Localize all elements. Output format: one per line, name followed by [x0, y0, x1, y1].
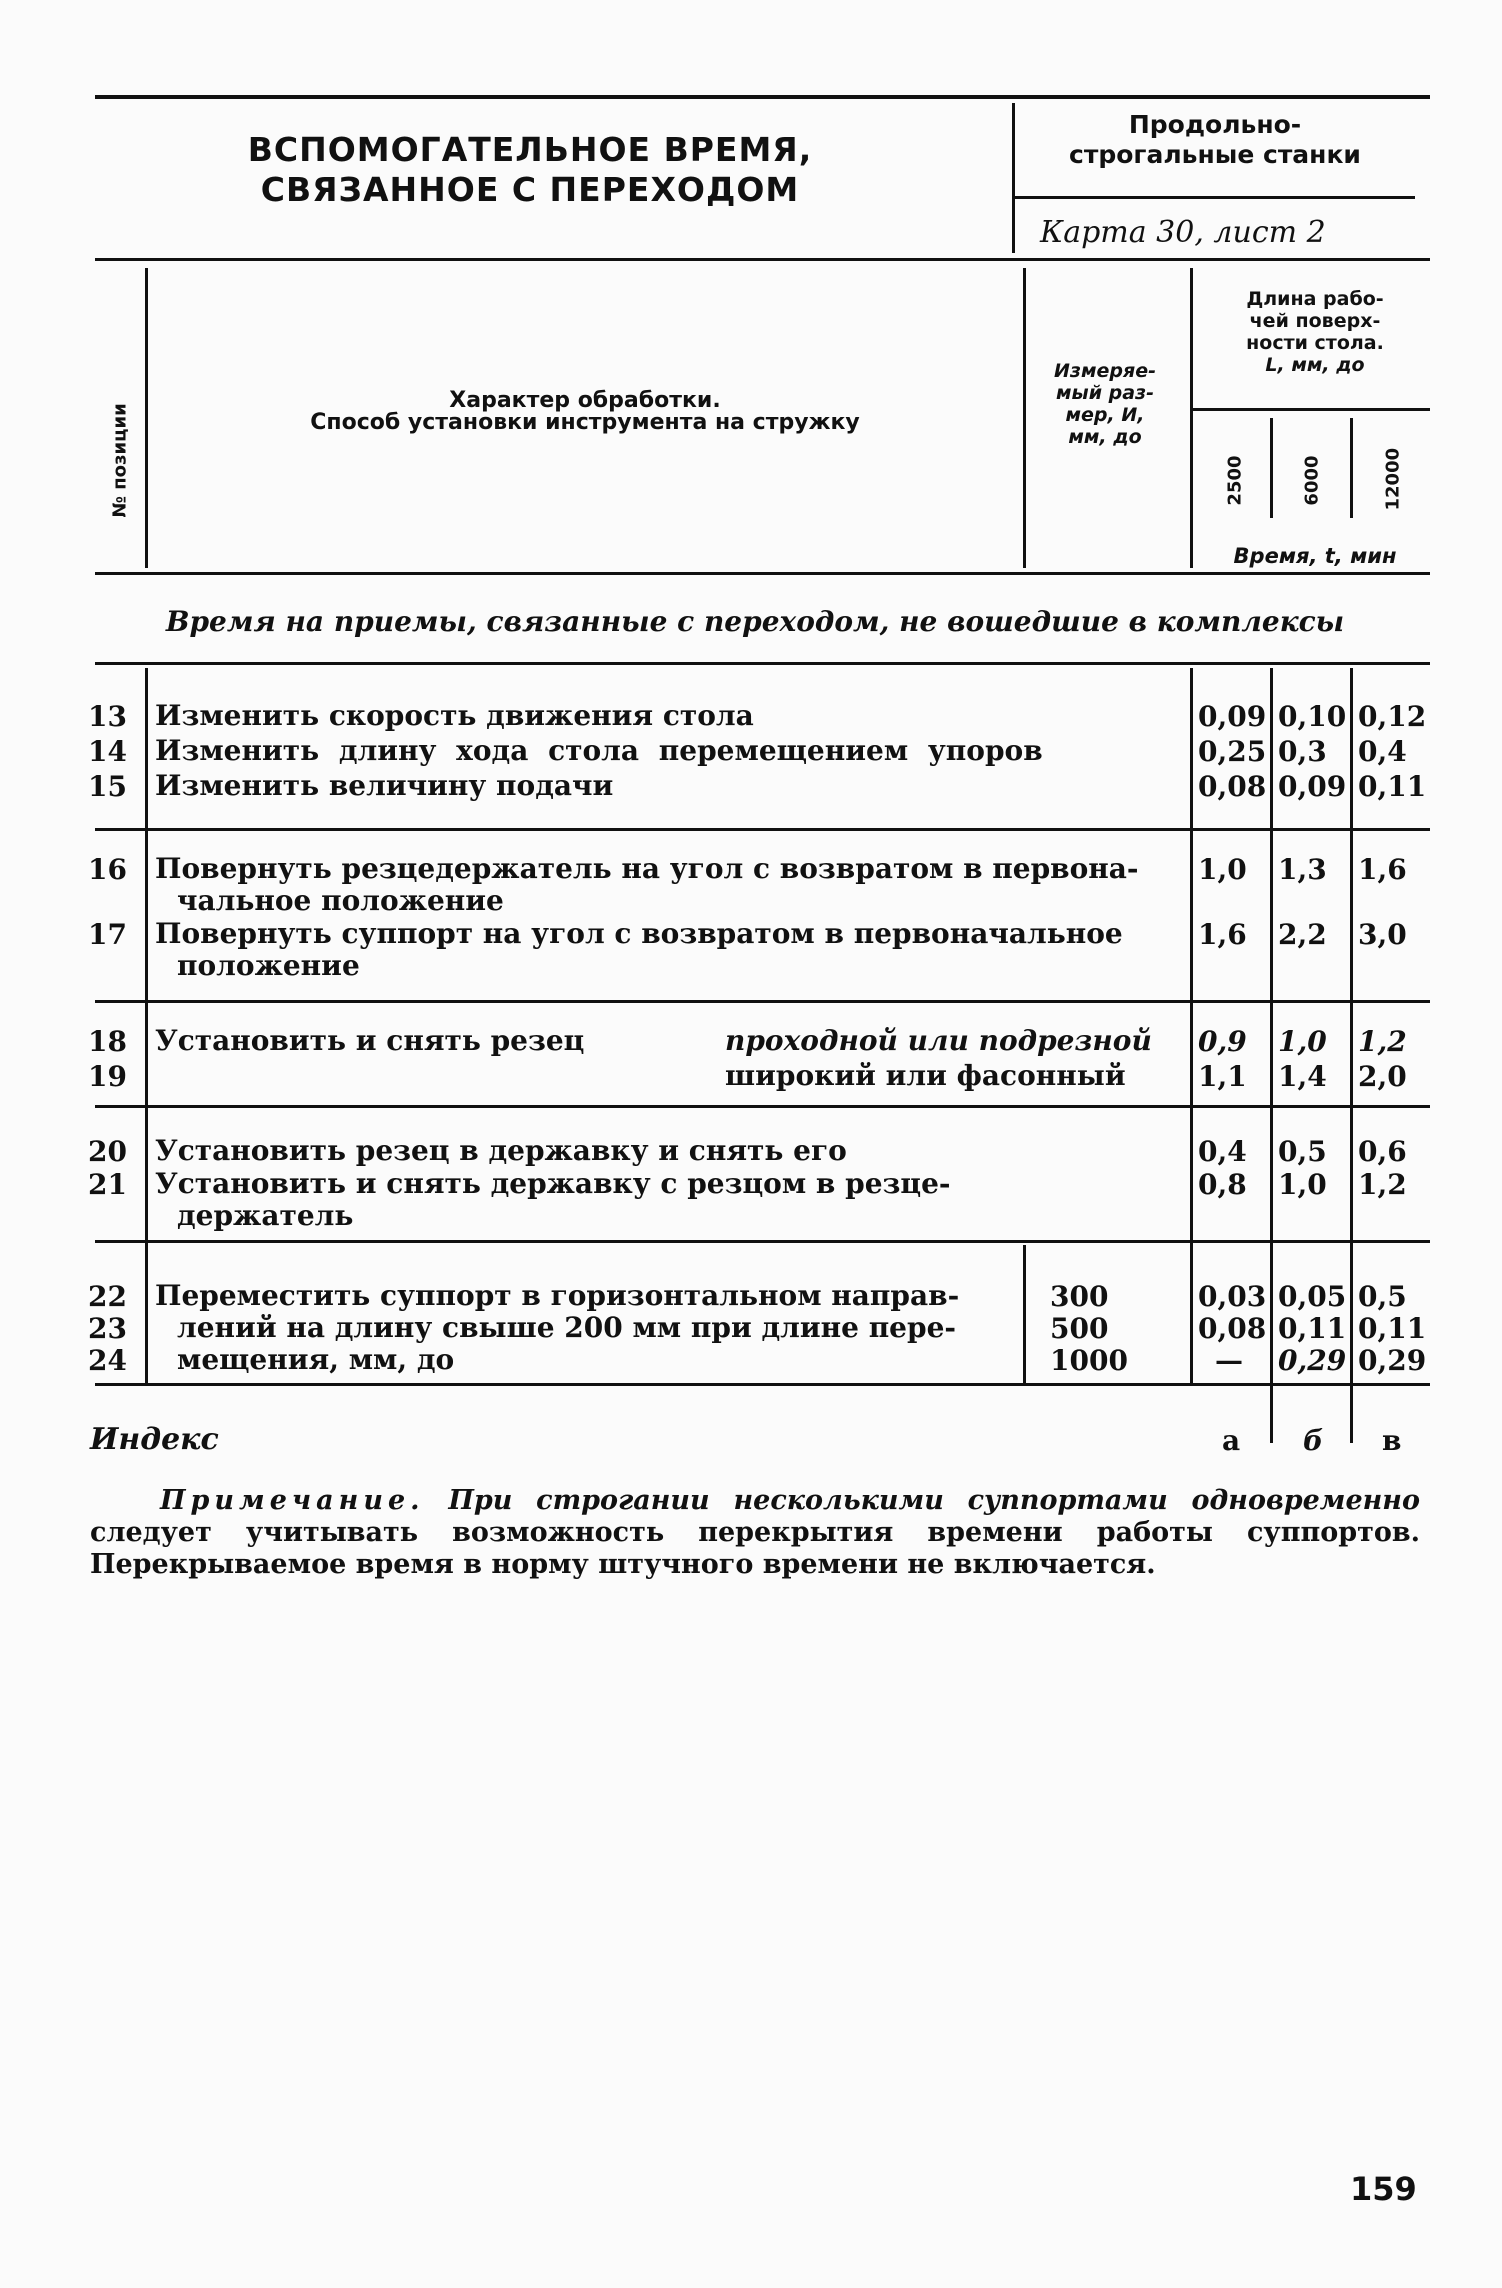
index-label: Индекс	[90, 1422, 219, 1457]
row-22-number: 22	[88, 1280, 127, 1313]
row-20-text: Установить резец в державку и снять его	[155, 1134, 847, 1167]
group-1-rule	[95, 828, 1430, 831]
table-line-size	[1023, 1245, 1026, 1383]
row-15-b: 0,09	[1278, 770, 1347, 803]
table-line-c	[1350, 668, 1353, 1443]
row-17-number: 17	[88, 918, 127, 951]
row-18-c: 1,2	[1358, 1025, 1407, 1058]
row-23-text: лений на длину свыше 200 мм при длине пере-	[177, 1311, 957, 1344]
column-position: № позиции	[109, 403, 131, 518]
row-13-a: 0,09	[1198, 700, 1267, 733]
group-3-rule	[95, 1105, 1430, 1108]
row-14-text: Изменить длину хода стола перемещением упоров	[155, 734, 1043, 767]
row-13-text: Изменить скорость движения стола	[155, 699, 754, 732]
row-24-text: мещения, мм, до	[177, 1343, 455, 1376]
length-sep-2	[1350, 418, 1353, 518]
index-c: в	[1382, 1424, 1402, 1457]
row-24-size: 1000	[1050, 1344, 1128, 1377]
table-line-left	[145, 668, 148, 1383]
row-22-a: 0,03	[1198, 1280, 1267, 1313]
length-12000: 12000	[1382, 447, 1404, 511]
row-17-text: Повернуть суппорт на угол с возвратом в первоначальное положение	[155, 917, 1123, 982]
page-number: 159	[1350, 2170, 1417, 2208]
note	[90, 1485, 1420, 1581]
row-16-c: 1,6	[1358, 853, 1407, 886]
row-18-b: 1,0	[1278, 1025, 1327, 1058]
row-20-c: 0,6	[1358, 1135, 1407, 1168]
table-line-a	[1190, 668, 1193, 1383]
row-20-a: 0,4	[1198, 1135, 1247, 1168]
length-2500: 2500	[1224, 455, 1246, 506]
group-2-rule	[95, 1000, 1430, 1003]
note-lead: Примечание.	[160, 1485, 425, 1516]
row-21-b: 1,0	[1278, 1168, 1327, 1201]
row-23-c: 0,11	[1358, 1312, 1427, 1345]
section-rule	[95, 662, 1430, 665]
row-16-text: Повернуть резцедержатель на угол с возвратом в первона- чальное положение	[155, 852, 1139, 917]
row-14-b: 0,3	[1278, 735, 1327, 768]
note-italic: При строгании несколькими суппортами одновременно	[448, 1485, 1420, 1516]
row-15-number: 15	[88, 770, 127, 803]
row-23-number: 23	[88, 1312, 127, 1345]
row-18-a: 0,9	[1198, 1025, 1247, 1058]
header-bottom-rule	[95, 258, 1430, 261]
row-21-number: 21	[88, 1168, 127, 1201]
index-b: б	[1303, 1424, 1324, 1457]
row-19-a: 1,1	[1198, 1060, 1247, 1093]
row-16-number: 16	[88, 853, 127, 886]
row-19-subtype: широкий или фасонный	[725, 1059, 1126, 1092]
row-24-b: 0,29	[1278, 1344, 1347, 1377]
row-18-number: 18	[88, 1025, 127, 1058]
row-22-text: Переместить суппорт в горизонтальном направ-	[155, 1279, 960, 1312]
index-a: а	[1222, 1424, 1241, 1457]
row-14-c: 0,4	[1358, 735, 1407, 768]
row-23-size: 500	[1050, 1312, 1109, 1345]
row-17-a: 1,6	[1198, 918, 1247, 951]
row-20-b: 0,5	[1278, 1135, 1327, 1168]
row-15-a: 0,08	[1198, 770, 1267, 803]
row-24-c: 0,29	[1358, 1344, 1427, 1377]
table-line-b	[1270, 668, 1273, 1443]
section-title: Время на приемы, связанные с переходом, не вошедшие в комплексы	[165, 605, 1345, 638]
row-17-c: 3,0	[1358, 918, 1407, 951]
col-line-3	[1190, 268, 1193, 568]
note-rest: следует учитывать возможность перекрытия времени работы суппортов. Перекрываемое время в норму штучного времени не включается.	[90, 1517, 1420, 1580]
row-20-number: 20	[88, 1135, 127, 1168]
row-23-b: 0,11	[1278, 1312, 1347, 1345]
row-18-text: Установить и снять резец	[155, 1024, 585, 1057]
column-work: Характер обработки. Способ установки инструмента на стружку	[310, 388, 860, 435]
length-sep-1	[1270, 418, 1273, 518]
row-15-c: 0,11	[1358, 770, 1427, 803]
machine-rule	[1015, 196, 1415, 199]
row-23-a: 0,08	[1198, 1312, 1267, 1345]
row-21-text: Установить и снять державку с резцом в резце- держатель	[155, 1167, 951, 1232]
page-title: ВСПОМОГАТЕЛЬНОЕ ВРЕМЯ, СВЯЗАННОЕ С ПЕРЕХОДОМ	[247, 130, 813, 209]
row-13-number: 13	[88, 700, 127, 733]
row-16-b: 1,3	[1278, 853, 1327, 886]
group-5-rule	[95, 1383, 1430, 1386]
col-line-1	[145, 268, 148, 568]
row-19-c: 2,0	[1358, 1060, 1407, 1093]
row-13-b: 0,10	[1278, 700, 1347, 733]
length-6000: 6000	[1301, 455, 1323, 506]
row-19-b: 1,4	[1278, 1060, 1327, 1093]
group-4-rule	[95, 1240, 1430, 1243]
machine-type: Продольно- строгальные станки	[1069, 110, 1361, 169]
row-13-c: 0,12	[1358, 700, 1427, 733]
row-19-number: 19	[88, 1060, 127, 1093]
column-measured: Измеряе- мый раз- мер, И, мм, до	[1054, 360, 1156, 448]
length-rule	[1192, 408, 1430, 411]
row-22-size: 300	[1050, 1280, 1109, 1313]
row-18-subtype: проходной или подрезной	[725, 1024, 1152, 1057]
colhdr-bottom-rule	[95, 572, 1430, 575]
row-16-a: 1,0	[1198, 853, 1247, 886]
row-21-c: 1,2	[1358, 1168, 1407, 1201]
col-line-2	[1023, 268, 1026, 568]
top-rule	[95, 95, 1430, 99]
row-22-c: 0,5	[1358, 1280, 1407, 1313]
row-15-text: Изменить величину подачи	[155, 769, 614, 802]
row-14-number: 14	[88, 735, 127, 768]
row-24-number: 24	[88, 1344, 127, 1377]
column-length: Длина рабо- чей поверх- ности стола. L, мм, до	[1246, 288, 1384, 376]
row-17-b: 2,2	[1278, 918, 1327, 951]
card-reference: Карта 30, лист 2	[1040, 215, 1326, 250]
row-14-a: 0,25	[1198, 735, 1267, 768]
row-22-b: 0,05	[1278, 1280, 1347, 1313]
row-21-a: 0,8	[1198, 1168, 1247, 1201]
row-24-a: —	[1215, 1344, 1243, 1377]
column-time: Время, t, мин	[1233, 544, 1397, 568]
